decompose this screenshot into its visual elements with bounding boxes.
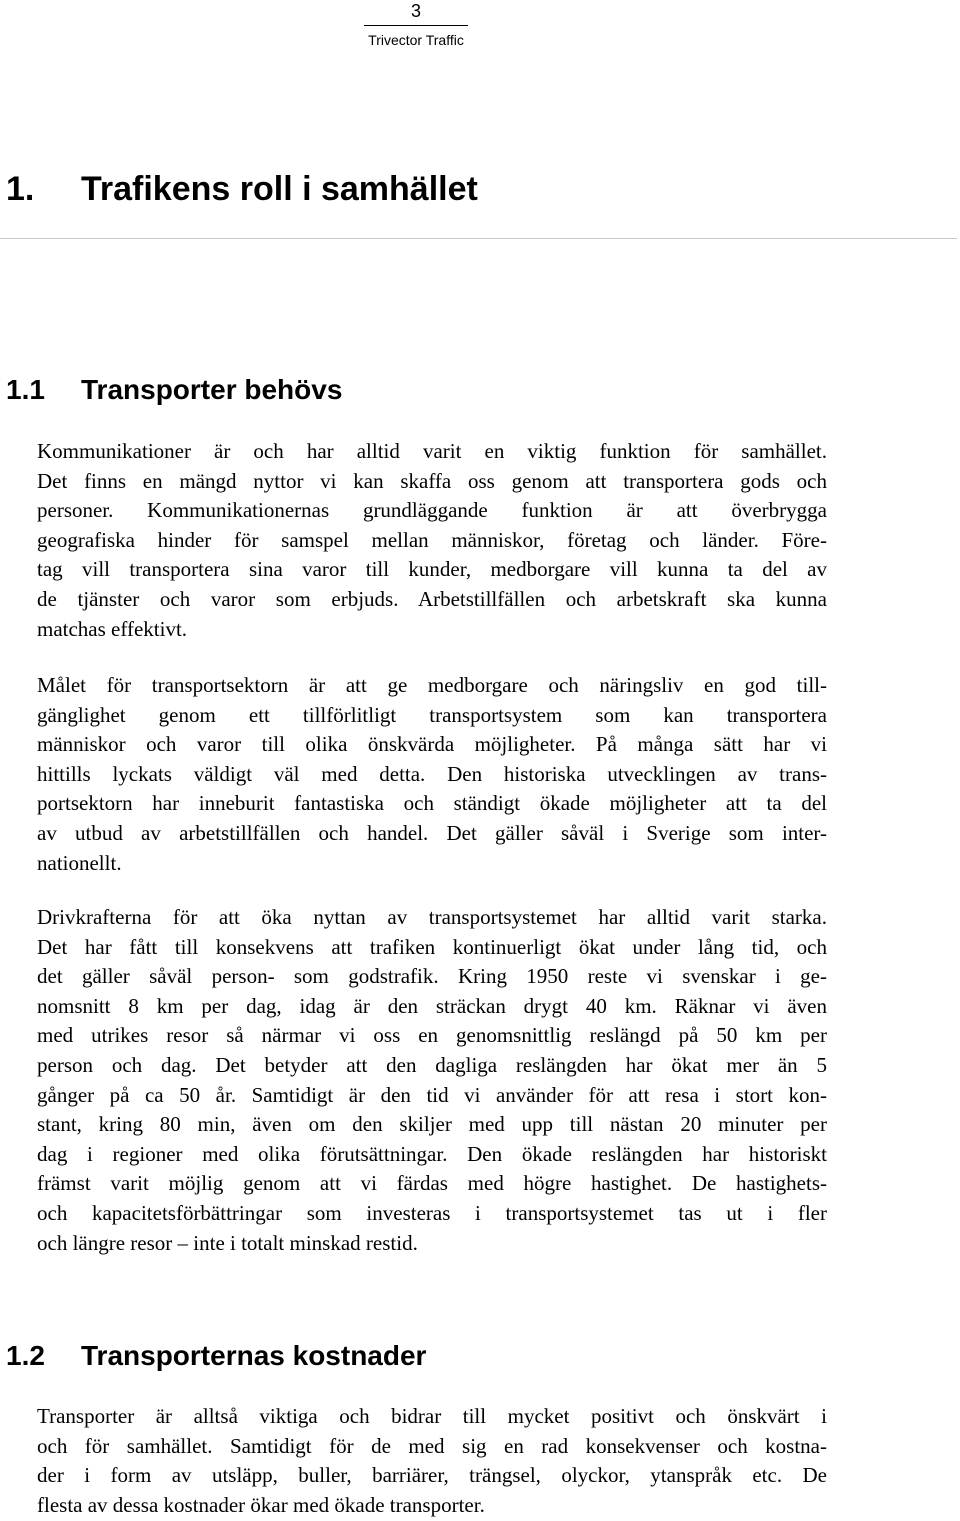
paragraph-line: det gäller såväl person- som godstrafik. Kring 1950 reste vi svenskar i ge- bbox=[37, 964, 827, 989]
paragraph-line: Det har fått till konsekvens att trafiken kontinuerligt ökat under lång tid, och bbox=[37, 934, 827, 959]
paragraph-line: personer. Kommunikationernas grundläggande funktion är att överbrygga bbox=[37, 498, 827, 523]
paragraph-line: dag i regioner med olika förutsättningar. Den ökade reslängden har historiskt bbox=[37, 1141, 827, 1166]
section-heading bbox=[6, 373, 342, 407]
paragraph-line: matchas effektivt. bbox=[37, 616, 188, 641]
paragraph-line: geografiska hinder för samspel mellan människor, företag och länder. Före- bbox=[37, 527, 827, 552]
paragraph-line: Målet för transportsektorn är att ge medborgare och näringsliv en god till- bbox=[37, 673, 827, 697]
paragraph-line: de tjänster och varor som erbjuds. Arbetstillfällen och arbetskraft ska kunna bbox=[37, 586, 827, 611]
section-title: Transporter behövs bbox=[81, 374, 343, 405]
page-header bbox=[364, 0, 468, 48]
section-title: Transporternas kostnader bbox=[81, 1340, 427, 1371]
section-number: 1.2 bbox=[6, 1340, 45, 1371]
paragraph-line: hittills lyckats väldigt väl med detta. Den historiska utvecklingen av trans- bbox=[37, 761, 827, 786]
header-rule bbox=[364, 25, 468, 26]
section-heading bbox=[6, 1339, 426, 1373]
paragraph-line: der i form av utsläpp, buller, barriärer, trängsel, olyckor, ytanspråk etc. De bbox=[37, 1463, 827, 1488]
page-number: 3 bbox=[410, 1, 421, 21]
section-number: 1.1 bbox=[6, 374, 45, 405]
paragraph bbox=[37, 903, 827, 1258]
paragraph-line: gånger på ca 50 år. Samtidigt är den tid vi använder för att resa i stort kon- bbox=[37, 1082, 827, 1107]
paragraph-line: nomsnitt 8 km per dag, idag är den sträckan drygt 40 km. Räknar vi även bbox=[37, 993, 827, 1018]
chapter-heading bbox=[6, 168, 478, 210]
header-organization: Trivector Traffic bbox=[368, 32, 464, 48]
paragraph-line: portsektorn har inneburit fantastiska och ständigt ökade möjligheter att ta del bbox=[37, 791, 827, 816]
paragraph-line: med utrikes resor så närmar vi oss en genomsnittlig reslängd på 50 km per bbox=[37, 1023, 827, 1048]
paragraph-line: av utbud av arbetstillfällen och handel. Det gäller såväl i Sverige som inter- bbox=[37, 820, 827, 845]
paragraph-line: nationellt. bbox=[37, 850, 122, 875]
paragraph bbox=[37, 1402, 827, 1520]
paragraph-line: Det finns en mängd nyttor vi kan skaffa oss genom att transportera gods och bbox=[37, 468, 827, 493]
paragraph-line: människor och varor till olika önskvärda möjligheter. På många sätt har vi bbox=[37, 732, 827, 757]
paragraph-line: person och dag. Det betyder att den dagliga reslängden har ökat mer än 5 bbox=[37, 1052, 827, 1077]
paragraph bbox=[37, 671, 827, 878]
paragraph bbox=[37, 437, 827, 644]
paragraph-line: främst varit möjlig genom att vi färdas med högre hastighet. De hastighets- bbox=[37, 1171, 827, 1196]
chapter-rule bbox=[0, 238, 957, 239]
chapter-title: Trafikens roll i samhället bbox=[81, 170, 478, 208]
paragraph-line: tag vill transportera sina varor till kunder, medborgare vill kunna ta del av bbox=[37, 557, 827, 582]
paragraph-line: flesta av dessa kostnader ökar med ökade transporter. bbox=[37, 1492, 485, 1517]
paragraph-line: stant, kring 80 min, även om den skiljer med upp till nästan 20 minuter per bbox=[37, 1112, 827, 1137]
paragraph-line: och längre resor – inte i totalt minskad restid. bbox=[37, 1230, 418, 1255]
paragraph-line: och för samhället. Samtidigt för de med sig en rad konsekvenser och kostna- bbox=[37, 1433, 827, 1458]
paragraph-line: Transporter är alltså viktiga och bidrar till mycket positivt och önskvärt i bbox=[37, 1404, 827, 1428]
paragraph-line: Kommunikationer är och har alltid varit en viktig funktion för samhället. bbox=[37, 439, 827, 463]
paragraph-line: gänglighet genom ett tillförlitligt transportsystem som kan transportera bbox=[37, 702, 827, 727]
paragraph-line: och kapacitetsförbättringar som investeras i transportsystemet tas ut i fler bbox=[37, 1200, 827, 1225]
paragraph-line: Drivkrafterna för att öka nyttan av transportsystemet har alltid varit starka. bbox=[37, 905, 827, 929]
chapter-number: 1. bbox=[6, 170, 35, 208]
